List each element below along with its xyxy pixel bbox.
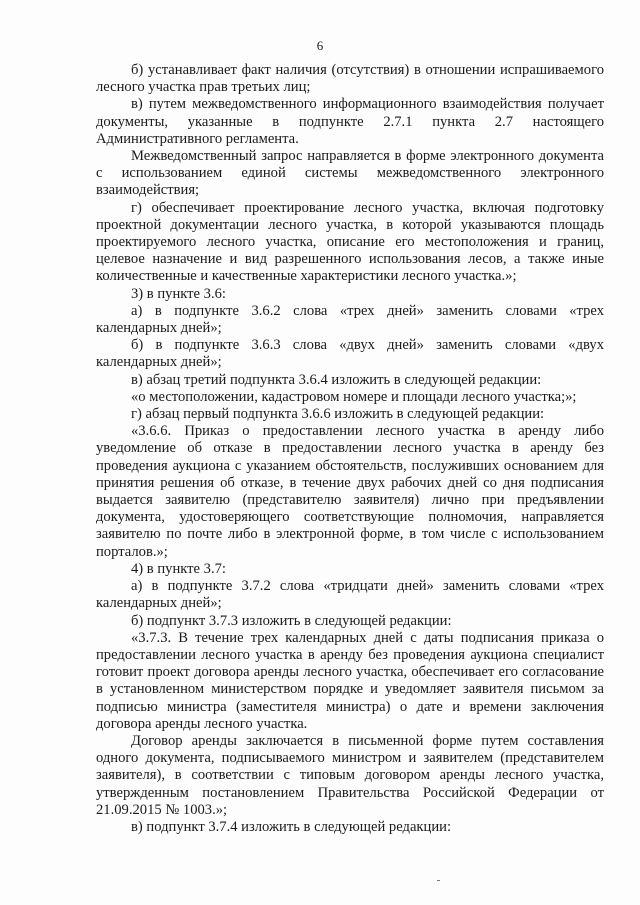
paragraph: в) путем межведомственного информационного взаимодействия получает документы, указанные в подпункте 2.7.1 пункта 2.7 настоящего Административного регламента. bbox=[96, 96, 604, 147]
paragraph: «3.7.3. В течение трех календарных дней с даты подписания приказа о предоставлении лесного участка в аренду без проведения аукциона специалист готовит проект договора аренды лесного участка, обеспечивает его согласование в установленном министерством порядке и уведомляет заявителя письмом за подписью министра (заместителя министра) о дате и времени заключения договора аренды лесного участка. bbox=[96, 629, 604, 732]
scan-speck bbox=[437, 880, 440, 881]
paragraph: Договор аренды заключается в письменной форме путем составления одного документа, подписываемого министром и заявителем (представителем заявителя), в соответствии с типовым договором аренды лесного участка, утвержденным постановлением Правительства Российской Федерации от 21.09.2015 № 1003.»; bbox=[96, 732, 604, 818]
paragraph: б) подпункт 3.7.3 изложить в следующей редакции: bbox=[131, 612, 452, 629]
paragraph: б) в подпункте 3.6.3 слова «двух дней» заменить словами «двух календарных дней»; bbox=[96, 337, 604, 371]
paragraph: а) в подпункте 3.6.2 слова «трех дней» заменить словами «трех календарных дней»; bbox=[96, 302, 604, 337]
paragraph: г) обеспечивает проектирование лесного участка, включая подготовку проектной документации лесного участка, в которой указываются площадь проектируемого лесного участка, описание его местоположения и границ, целевое назначение и вид разрешенного использования лесов, а также иные количественные и качественные характеристики лесного участка.»; bbox=[96, 199, 604, 285]
document-body bbox=[96, 62, 604, 836]
paragraph: Межведомственный запрос направляется в форме электронного документа с использованием единой системы межведомственного электронного взаимодействия; bbox=[96, 148, 604, 199]
paragraph: 4) в пункте 3.7: bbox=[131, 560, 226, 577]
paragraph: «о местоположении, кадастровом номере и площади лесного участка;»; bbox=[131, 388, 577, 405]
paragraph: г) абзац первый подпункта 3.6.6 изложить в следующей редакции: bbox=[131, 406, 545, 423]
paragraph: в) абзац третий подпункта 3.6.4 изложить в следующей редакции: bbox=[131, 371, 542, 388]
paragraph: а) в подпункте 3.7.2 слова «тридцати дней» заменить словами «трех календарных дней»; bbox=[96, 578, 604, 612]
paragraph: б) устанавливает факт наличия (отсутствия) в отношении испрашиваемого лесного участка прав третьих лиц; bbox=[96, 62, 604, 96]
paragraph: «3.6.6. Приказ о предоставлении лесного участка в аренду либо уведомление об отказе в предоставлении лесного участка в аренду без проведения аукциона с указанием обстоятельств, послуживших основанием для принятия решения об отказе, в течение двух рабочих дней со дня подписания выдается заявителю (представителю заявителя) лично при предъявлении документа, удостоверяющего соответствующие полномочия, направляется заявителю по почте либо в электронной форме, в том числе с использованием порталов.»; bbox=[96, 423, 604, 560]
paragraph: 3) в пункте 3.6: bbox=[131, 285, 226, 302]
paragraph: в) подпункт 3.7.4 изложить в следующей редакции: bbox=[131, 818, 451, 835]
page-number: 6 bbox=[316, 38, 324, 53]
